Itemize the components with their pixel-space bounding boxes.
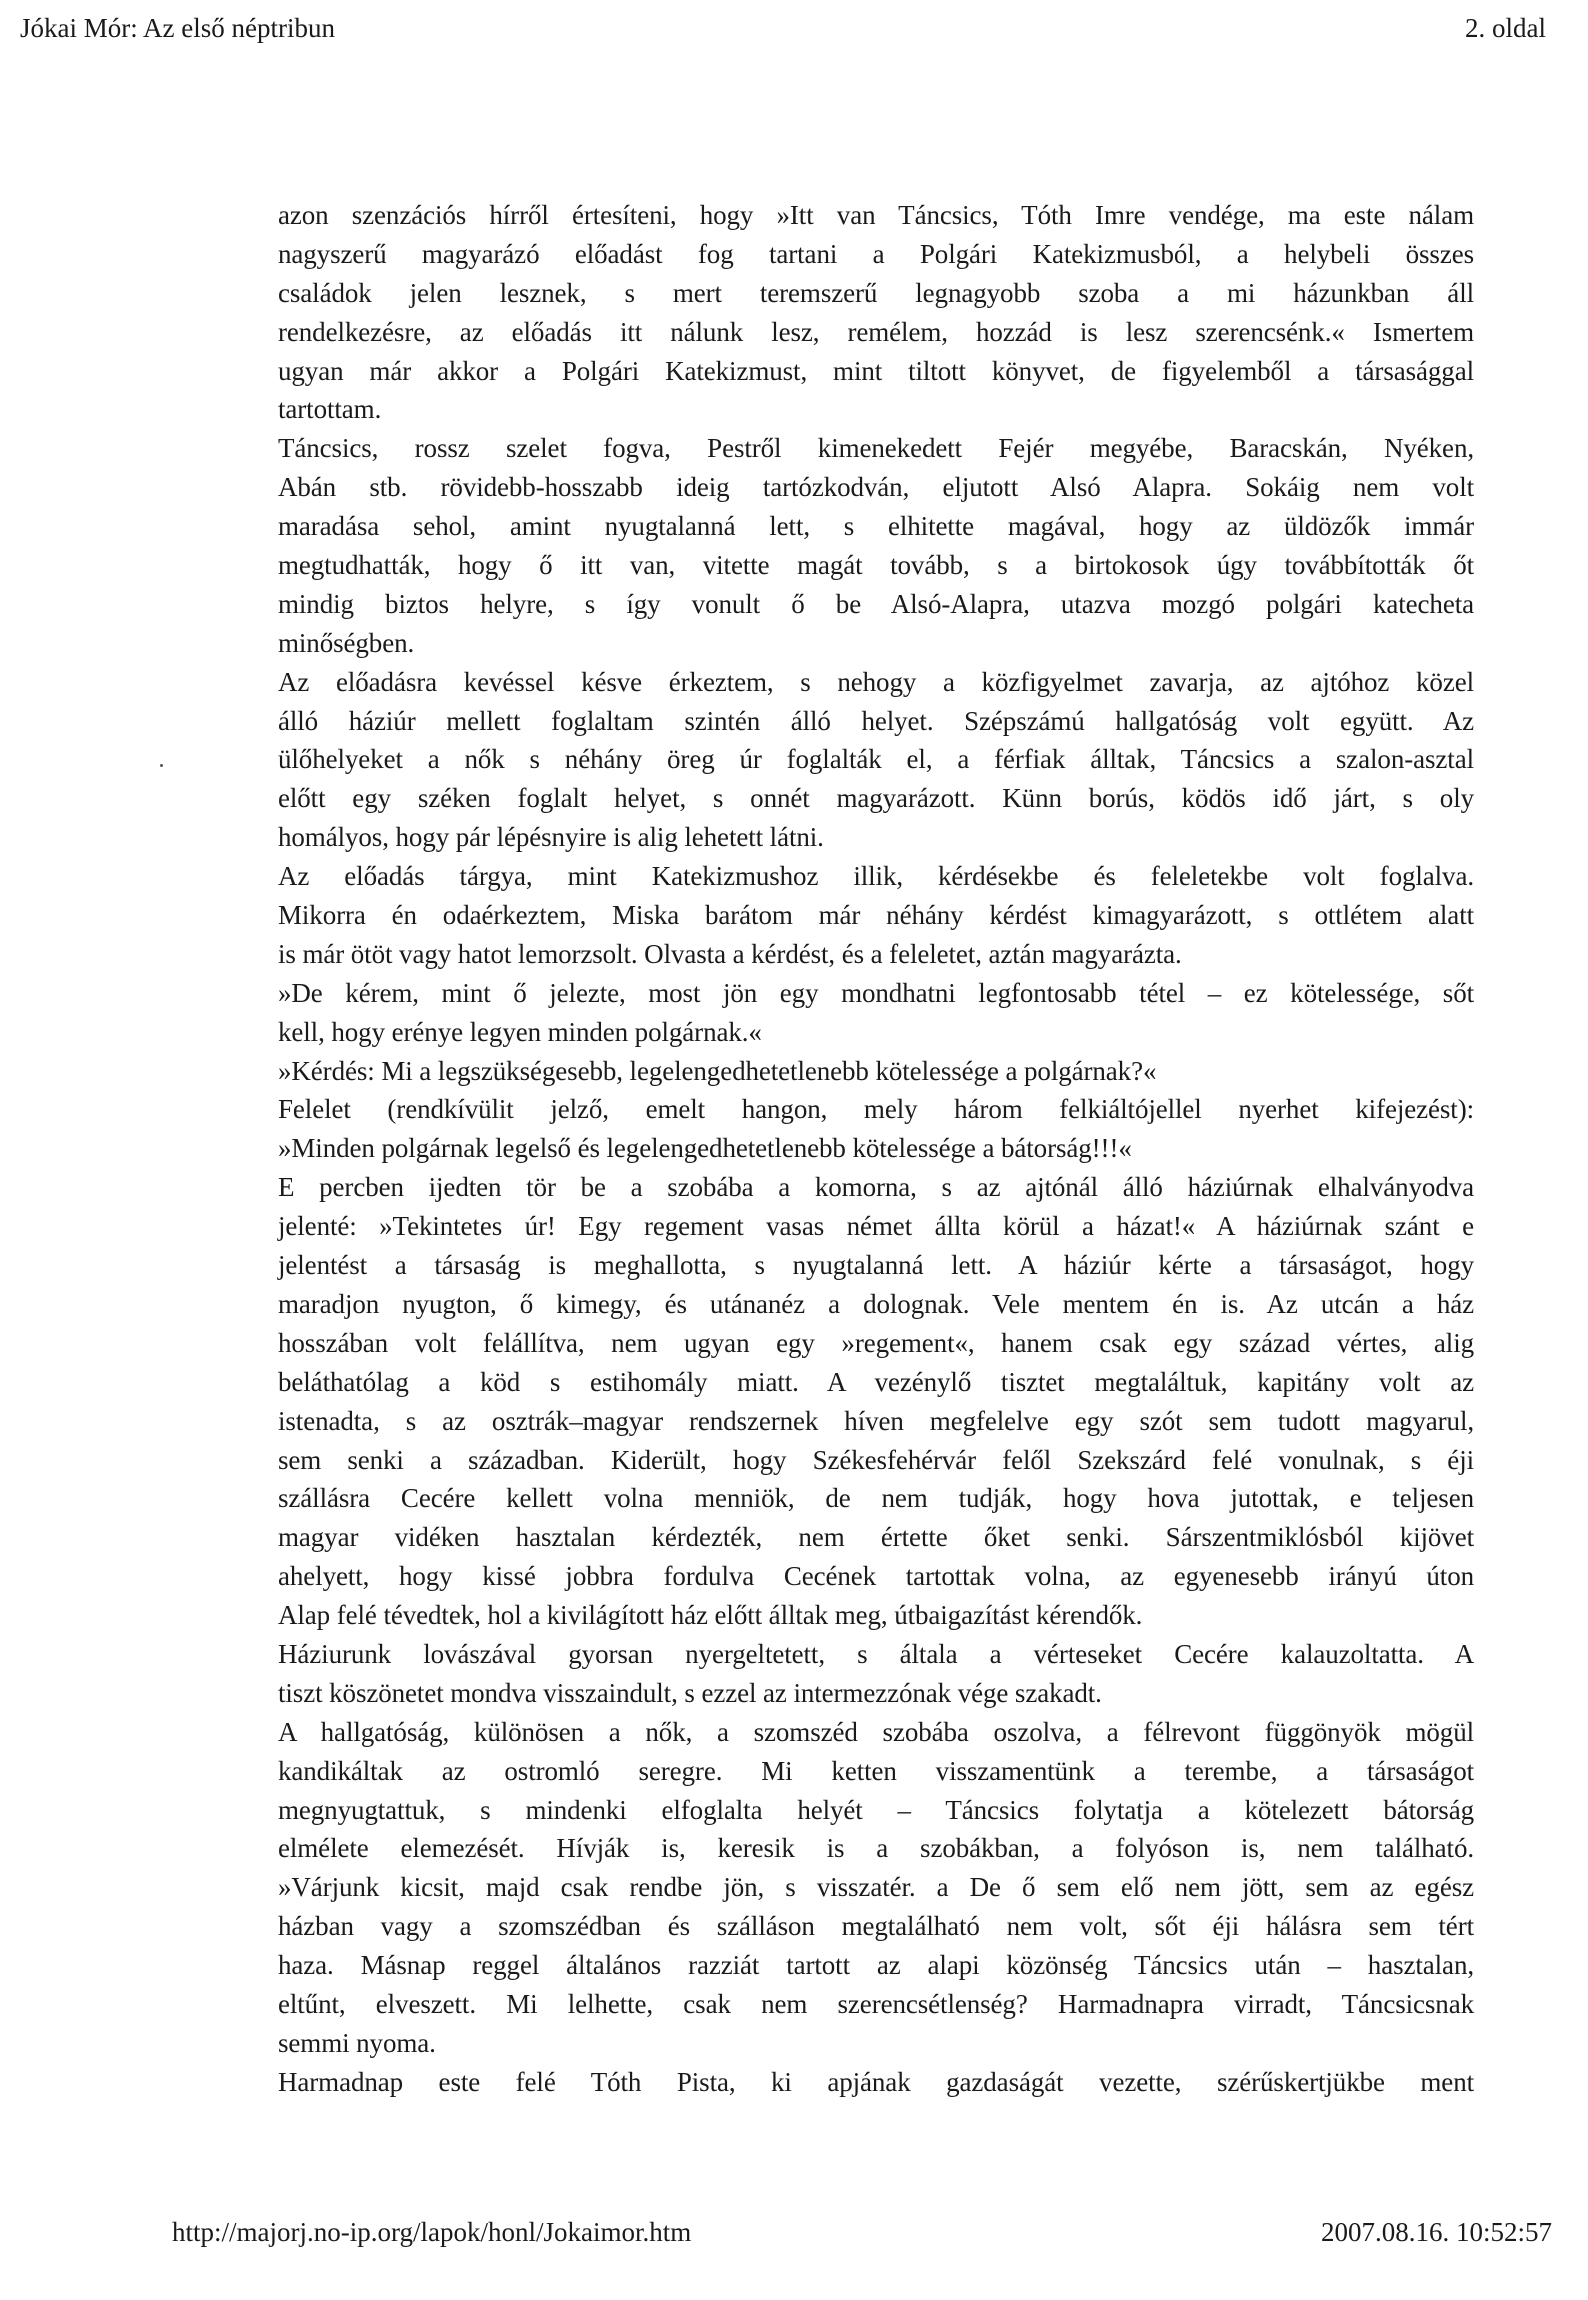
text-line: Az előadásra kevéssel késve érkeztem, s nehogy a közfigyelmet zavarja, az ajtóhoz közel [278, 666, 1474, 697]
source-url: http://majorj.no-ip.org/lapok/honl/Jokaimor.htm [172, 2217, 692, 2247]
text-line: homályos, hogy pár lépésnyire is alig lehetett látni. [278, 822, 824, 853]
text-line: tartottam. [278, 394, 382, 425]
text-line: Felelet (rendkívülit jelző, emelt hangon, mely három felkiáltójellel nyerhet kifejezést): [278, 1094, 1474, 1125]
page-number: 2. oldal [1465, 13, 1546, 43]
text-line: tiszt köszönetet mondva visszaindult, s ezzel az intermezzónak vége szakadt. [278, 1677, 1102, 1708]
text-line: magyar vidéken hasztalan kérdezték, nem értette őket senki. Sárszentmiklósból kijövet [278, 1522, 1474, 1553]
text-line: maradása sehol, amint nyugtalanná lett, s elhitette magával, hogy az üldözők immár [278, 511, 1474, 542]
text-line: álló háziúr mellett foglaltam szintén álló helyet. Szépszámú hallgatóság volt együtt. Az [278, 705, 1474, 736]
text-line: kandikáltak az ostromló seregre. Mi ketten visszamentünk a terembe, a társaságot [278, 1755, 1474, 1786]
text-line: Alap felé tévedtek, hol a kivilágított ház előtt álltak meg, útbaigazítást kérendők. [278, 1600, 1143, 1631]
text-line: Táncsics, rossz szelet fogva, Pestről kimenekedett Fejér megyébe, Baracskán, Nyéken, [278, 433, 1474, 464]
text-line: elmélete elemezését. Hívják is, keresik is a szobákban, a folyóson is, nem található. [278, 1833, 1474, 1864]
text-line: családok jelen lesznek, s mert teremszerű legnagyobb szoba a mi házunkban áll [278, 277, 1474, 308]
text-line: házban vagy a szomszédban és szálláson megtalálható nem volt, sőt éji hálásra sem tért [278, 1911, 1474, 1942]
text-line: Mikorra én odaérkeztem, Miska barátom már néhány kérdést kimagyarázott, s ottlétem alatt [278, 900, 1474, 931]
text-line: ahelyett, hogy kissé jobbra fordulva Cecének tartottak volna, az egyenesebb irányú úton [278, 1561, 1474, 1592]
text-line: jelenté: »Tekintetes úr! Egy regement vasas német állta körül a házat!« A háziúrnak szánt e [278, 1211, 1474, 1242]
text-line: semmi nyoma. [278, 2027, 436, 2058]
text-line: »De kérem, mint ő jelezte, most jön egy mondhatni legfontosabb tétel – ez kötelessége, sőt [278, 977, 1474, 1008]
page-footer [0, 2210, 1588, 2254]
text-line: beláthatólag a köd s estihomály miatt. A vezénylő tisztet megtaláltuk, kapitány volt az [278, 1366, 1474, 1397]
text-line: rendelkezésre, az előadás itt nálunk lesz, remélem, hozzád is lesz szerencsénk.« Ismertem [278, 316, 1474, 347]
text-line: istenadta, s az osztrák–magyar rendszernek híven megfelelve egy szót sem tudott magyarul, [278, 1405, 1474, 1436]
text-line: jelentést a társaság is meghallotta, s nyugtalanná lett. A háziúr kérte a társaságot, hogy [278, 1250, 1474, 1281]
text-line: maradjon nyugton, ő kimegy, és utánanéz a dolognak. Vele mentem én is. Az utcán a ház [278, 1288, 1474, 1319]
text-line: »Kérdés: Mi a legszükségesebb, legelengedhetetlenebb kötelessége a polgárnak?« [278, 1055, 1157, 1086]
text-line: Harmadnap este felé Tóth Pista, ki apjának gazdaságát vezette, szérűskertjükbe ment [278, 2066, 1474, 2097]
text-line: ülőhelyeket a nők s néhány öreg úr foglalták el, a férfiak álltak, Táncsics a szalon-asztal [278, 744, 1474, 775]
scan-speck [160, 764, 163, 767]
text-line: megnyugtattuk, s mindenki elfoglalta helyét – Táncsics folytatja a kötelezett bátorság [278, 1794, 1474, 1825]
text-line: mindig biztos helyre, s így vonult ő be Alsó-Alapra, utazva mozgó polgári katecheta [278, 588, 1474, 619]
text-line: szállásra Cecére kellett volna menniök, de nem tudják, hogy hova jutottak, e teljesen [278, 1483, 1474, 1514]
text-line: eltűnt, elveszett. Mi lelhette, csak nem szerencsétlenség? Harmadnapra virradt, Táncsicsnak [278, 1988, 1474, 2019]
body-text [278, 196, 1474, 2102]
text-line: »Várjunk kicsit, majd csak rendbe jön, s visszatér. a De ő sem elő nem jött, sem az egész [278, 1872, 1474, 1903]
document-title: Jókai Mór: Az első néptribun [20, 13, 335, 43]
text-line: azon szenzációs hírről értesíteni, hogy »Itt van Táncsics, Tóth Imre vendége, ma este nálam [278, 200, 1474, 230]
text-line: »Minden polgárnak legelső és legelengedhetetlenebb kötelessége a bátorság!!!« [278, 1133, 1132, 1164]
text-line: haza. Másnap reggel általános razziát tartott az alapi közönség Táncsics után – hasztalan, [278, 1950, 1474, 1981]
text-line: előtt egy széken foglalt helyet, s onnét magyarázott. Künn borús, ködös idő járt, s oly [278, 783, 1474, 814]
text-line: Az előadás tárgya, mint Katekizmushoz illik, kérdésekbe és feleletekbe volt foglalva. [278, 861, 1474, 892]
text-line: sem senki a században. Kiderült, hogy Székesfehérvár felől Szekszárd felé vonulnak, s éji [278, 1444, 1474, 1475]
text-line: E percben ijedten tör be a szobába a komorna, s az ajtónál álló háziúrnak elhalványodva [278, 1172, 1474, 1203]
text-line: A hallgatóság, különösen a nők, a szomszéd szobába oszolva, a félrevont függönyök mögül [278, 1716, 1474, 1747]
text-line: nagyszerű magyarázó előadást fog tartani a Polgári Katekizmusból, a helybeli összes [278, 238, 1474, 269]
text-line: Abán stb. rövidebb-hosszabb ideig tartózkodván, eljutott Alsó Alapra. Sokáig nem volt [278, 472, 1474, 503]
text-line: hosszában volt felállítva, nem ugyan egy »regement«, hanem csak egy század vértes, alig [278, 1327, 1474, 1358]
print-datetime: 2007.08.16. 10:52:57 [1320, 2217, 1552, 2247]
text-line: is már ötöt vagy hatot lemorzsolt. Olvasta a kérdést, és a feleletet, aztán magyarázta. [278, 938, 1182, 969]
page-header [0, 8, 1588, 48]
text-line: kell, hogy erénye legyen minden polgárnak.« [278, 1016, 762, 1047]
text-line: megtudhatták, hogy ő itt van, vitette magát tovább, s a birtokosok úgy továbbították őt [278, 550, 1474, 581]
text-line: minőségben. [278, 627, 415, 658]
text-line: ugyan már akkor a Polgári Katekizmust, mint tiltott könyvet, de figyelemből a társasággal [278, 355, 1474, 386]
text-line: Háziurunk lovászával gyorsan nyergeltetett, s általa a vérteseket Cecére kalauzoltatta. A [278, 1638, 1474, 1669]
